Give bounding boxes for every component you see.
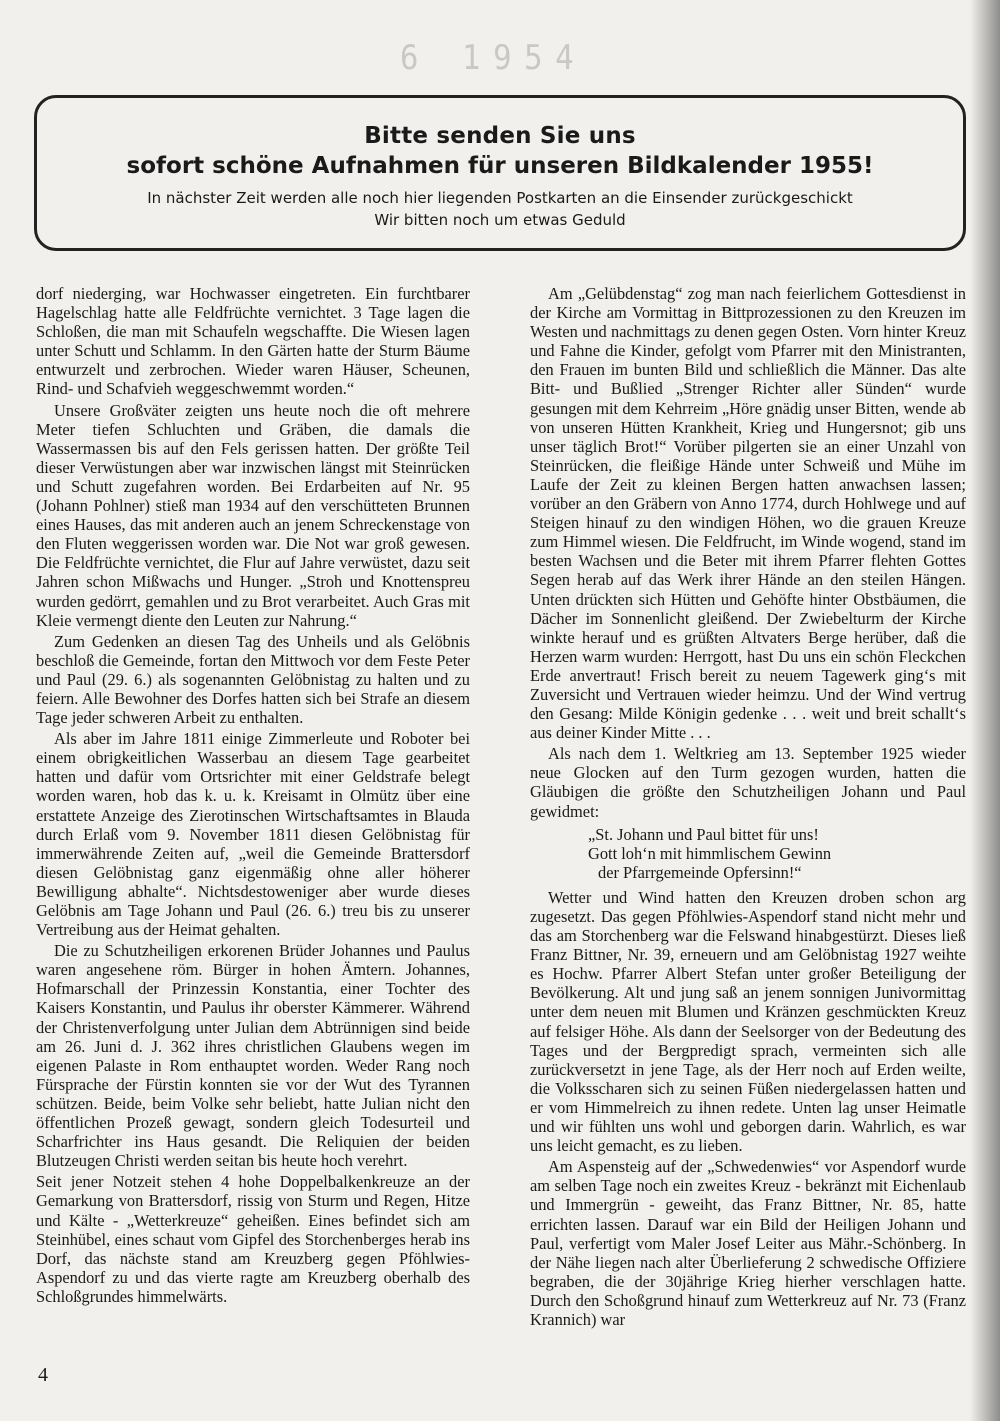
verse-line: der Pfarrgemeinde Opfersinn!“ <box>598 862 802 882</box>
paragraph: Als aber im Jahre 1811 einige Zimmerleute und Roboter bei einem obrigkeitlichen Wasserbau an diesem Tage gearbeitet hatten und dafür vom Ortsrichter mit einer Geldstrafe belegt worden waren, hob das k. u. k. Kreisamt in Olmütz über eine erstattete Anzeige des Zierotinschen Wirtschaftsamtes in Blauda durch Erlaß vom 9. November 1811 diesen Gelöbnistag für immerwährende Zeiten auf, „weil die Gemeinde Brattersdorf diesen Gelöbnistag ganz eigenmäßig ohne aller höherer Bewilligung abhalte“. Nichtsdestoweniger aber wurde dieses Gelöbnis am Tage Johann und Paul (26. 6.) treu bis zu unserer Vertreibung aus der Heimat gehalten. <box>36 729 470 940</box>
left-column <box>36 284 470 1308</box>
verse-line: „St. Johann und Paul bittet für uns! <box>588 824 819 844</box>
paragraph: Unsere Großväter zeigten uns heute noch die oft mehrere Meter tiefen Schluchten und Gräben, die damals die Wassermassen bis auf den Fels gerissen hatten. Der größte Teil dieser Verwüstungen aber war inzwischen längst mit Steinrücken und Schutt zugefahren worden. Bei Erdarbeiten auf Nr. 95 (Johann Pohlner) stieß man 1934 auf den verschütteten Brunnen eines Hauses, das mit anderen auch an jenem Schreckenstage von den Fluten weggerissen worden war. Die Not war groß gewesen. Die Feldfrüchte vernichtet, die Flur auf Jahre verwüstet, dazu seit Jahren schon Mißwachs und Hunger. „Stroh und Knottenspreu wurden gedörrt, gemahlen und zu Brot verarbeitet. Auch Gras mit Kleie vermengt diente den Leuten zur Nahrung.“ <box>36 400 470 630</box>
page-edge-shadow <box>970 0 1000 1421</box>
notice-headline-2: sofort schöne Aufnahmen für unseren Bildkalender 1955! <box>126 153 874 179</box>
notice-subline-2: Wir bitten noch um etwas Geduld <box>374 211 626 229</box>
paragraph: Seit jener Notzeit stehen 4 hohe Doppelbalkenkreuze an der Gemarkung von Brattersdorf, rissig von Sturm und Regen, Hitze und Kälte - „Wetterkreuze“ geheißen. Eines befindet sich am Steinhübel, eines schaut vom Gipfel des Storchenberges herab ins Dorf, das nächste stand am Kreuzberg gegen Pföhlwies-Aspendorf zu und das vierte ragte am Kreuzberg oberhalb des Schloßgrundes himmelwärts. <box>36 1172 470 1306</box>
paragraph: Wetter und Wind hatten den Kreuzen droben schon arg zugesetzt. Das gegen Pföhlwies-Aspendorf stand nicht mehr und das am Storchenberg war die Felswand hinabgestürzt. Dieses ließ Franz Bittner, Nr. 39, erneuern und am Gelöbnistag 1927 weihte es Hochw. Pfarrer Albert Stefan unter großer Beteiligung der Bevölkerung. Alt und jung saß an jenem sonnigen Junivormittag unter dem neuen mit Blumen und Kränzen geschmückten Kreuz auf felsiger Höhe. Als dann der Seelsorger von der Bedeutung des Tages und der Bergpredigt sprach, vermeinten sich alle zurückversetzt in jene Tage, als der Herr noch auf Erden weilte, die Volksscharen sich zu seinen Füßen niedergelassen hatten und er vom Himmelreich zu ihnen redete. Unten lag unser Heimatle und wir fühlten uns wohl und geborgen darin. Wahrlich, es war uns leicht gemacht, es zu lieben. <box>530 887 966 1156</box>
archive-stamp: 6 1954 <box>400 38 587 78</box>
right-column <box>530 284 966 1331</box>
notice-subline-1: In nächster Zeit werden alle noch hier liegenden Postkarten an die Einsender zurückgeschickt <box>147 189 853 207</box>
paragraph: Zum Gedenken an diesen Tag des Unheils und als Gelöbnis beschloß die Gemeinde, fortan den Mittwoch vor dem Feste Peter und Paul (29. 6.) als sogenannten Gelöbnistag zu halten und zu feiern. Alle Bewohner des Dorfes hatten sich bei Strafe an diesem Tage jeder schweren Arbeit zu enthalten. <box>36 631 470 728</box>
paragraph: dorf niederging, war Hochwasser eingetreten. Ein furchtbarer Hagelschlag hatte alle Feldfrüchte vernichtet. 3 Tage lagen die Schloßen, die man mit Schaufeln wegschaffte. Die Wiesen lagen unter Schutt und Schlamm. In den Gärten hatte der Sturm Bäume entwurzelt und zerbrochen. Wieder waren Häuser, Scheunen, Rind- und Schafvieh weggeschwemmt worden.“ <box>36 284 470 399</box>
notice-box <box>34 95 966 251</box>
paragraph: Am „Gelübdenstag“ zog man nach feierlichem Gottesdienst in der Kirche am Vormittag in Bittprozessionen zu den Kreuzen im Westen und nachmittags zu denen gegen Osten. Vorn hinter Kreuz und Fahne die Kinder, gefolgt vom Pfarrer mit den Ministranten, den Frauen im bunten Bild und schließlich die Männer. Das alte Bitt- und Bußlied „Strenger Richter aller Sünden“ wurde gesungen mit dem Kehrreim „Höre gnädig unser Bitten, wende ab von unseren Hütten Krankheit, Krieg und Hungersnot; gib uns unser täglich Brot!“ Vorüber pilgerten sie an einer Unzahl von Steinrücken, die fleißige Hände unter Schweiß und Mühe im Laufe der Zeit zu kleinen Bergen hatten anwachsen lassen; vorüber an den Gräbern von Anno 1774, durch Hohlwege und auf Steigen hinauf zu den windigen Höhen, wo die grauen Kreuze zum Himmel wiesen. Die Feldfrucht, im Winde wogend, stand im besten Wachsen und die Beter mit ihrem Pfarrer flehten Gottes Segen herab auf das Werk ihrer Hände an den steilen Hängen. Unten drückten sich Hütten und Gehöfte hinter Obstbäumen, die Dächer im Sonnenlicht gleißend. Der Zwiebelturm der Kirche winkte herauf und es grüßten Altvaters Berge herüber, daß die Herzen warm wurden: Herrgott, hast Du uns ein schön Fleckchen Erde anvertraut! Frisch bereit zu neuem Tagewerk ging‘s mit Zuversicht und Vertrauen wieder heimzu. Und der Wind vertrug den Gesang: Milde Königin gedenke . . . weit und breit schallt‘s aus deiner Kinder Mitte . . . <box>530 284 966 743</box>
page-number: 4 <box>38 1364 48 1386</box>
verse-line: Gott loh‘n mit himmlischem Gewinn <box>588 843 832 863</box>
paragraph: Die zu Schutzheiligen erkorenen Brüder Johannes und Paulus waren angesehene röm. Bürger in hohen Ämtern. Johannes, Hofmarschall der Prinzessin Konstantia, einer Tochter des Kaisers Konstantin, und Paulus ihr oberster Kämmerer. Während der Christenverfolgung unter Julian dem Abtrünnigen sind beide am 26. Juni d. J. 362 ihres christlichen Glaubens wegen im eigenen Palaste in Rom enthauptet worden. Weder Rang noch Fürsprache der Fürstin konnten sie vor der Wut des Tyrannen schützen. Beide, beim Volke sehr beliebt, hatte Julian nicht den öffentlichen Prozeß gewagt, sondern gleich Todesurteil und Scharfrichter ins Haus gesandt. Die Reliquien der beiden Blutzeugen Christi werden seitan bis heute hoch verehrt. <box>36 941 470 1171</box>
paragraph: Als nach dem 1. Weltkrieg am 13. September 1925 wieder neue Glocken auf den Turm gezogen wurden, hatten die Gläubigen die größte den Schutzheiligen Johann und Paul gewidmet: <box>530 744 966 821</box>
bell-inscription <box>588 825 966 882</box>
notice-headline-1: Bitte senden Sie uns <box>364 123 636 149</box>
paragraph: Am Aspensteig auf der „Schwedenwies“ vor Aspendorf wurde am selben Tage noch ein zweites Kreuz - bekränzt mit Eichenlaub und Immergrün - geweiht, das Franz Bittner, Nr. 85, hatte errichten lassen. Darauf war ein Bild der Heiligen Johann und Paul, verfertigt vom Maler Josef Leiter aus Mähr.-Schönberg. In der Nähe liegen nach alter Überlieferung 2 schwedische Offiziere begraben, die der 30jährige Krieg hierher verschlagen hatte. Durch den Schoßgrund hinauf zum Wetterkreuz auf Nr. 73 (Franz Krannich) war <box>530 1157 966 1329</box>
